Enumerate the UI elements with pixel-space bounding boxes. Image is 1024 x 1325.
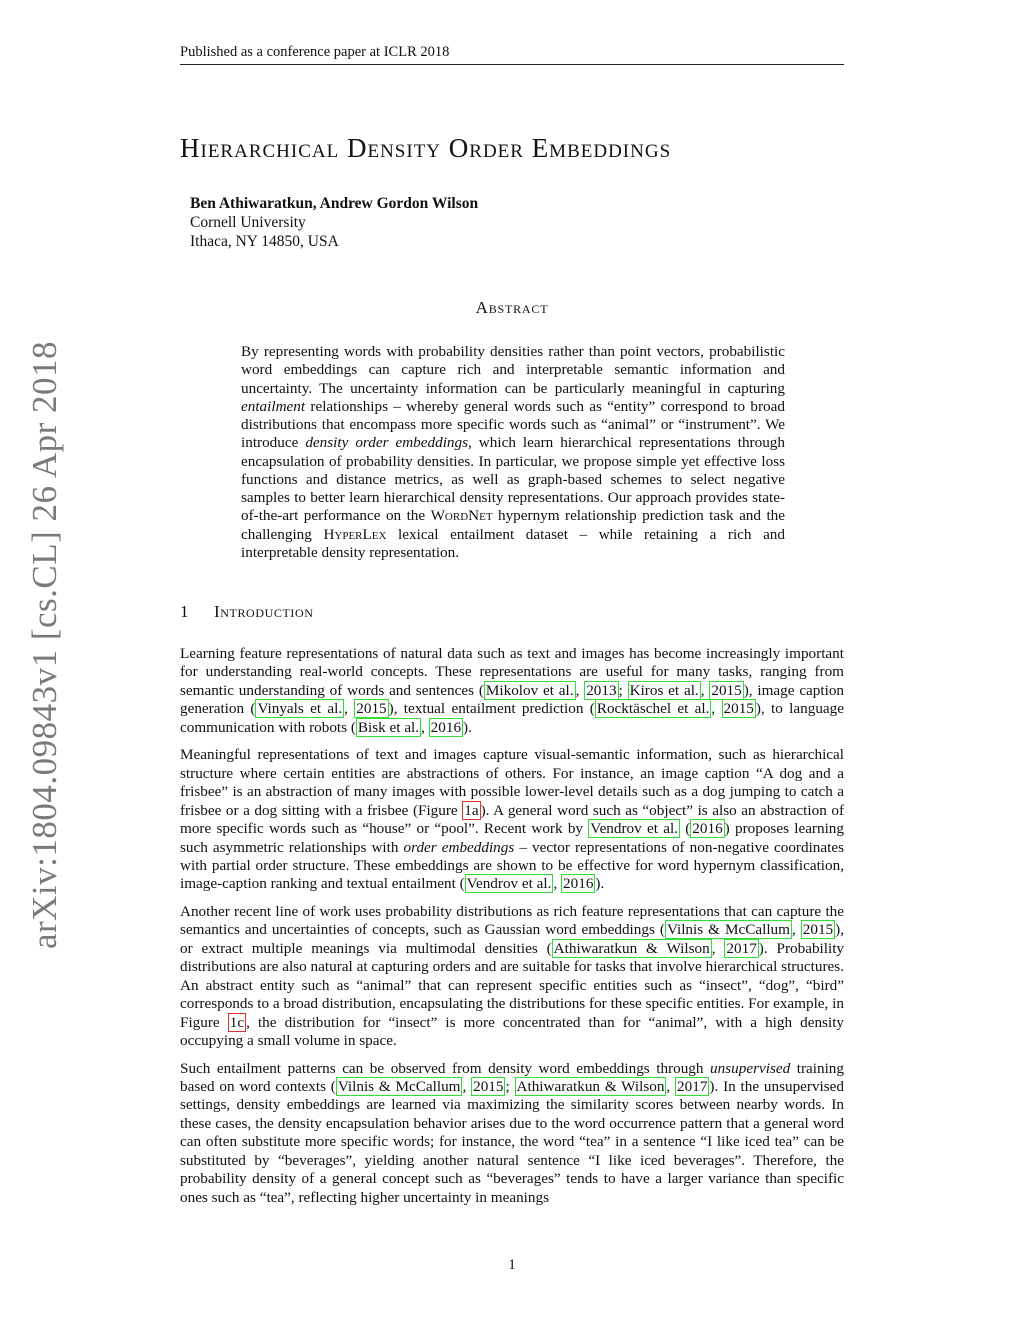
citation-link[interactable]: Kiros et al. bbox=[629, 681, 699, 699]
paragraph-text: , bbox=[711, 700, 722, 718]
paragraph-text: Learning feature representations of natural data such as text and images has become increasingly important for understanding real-world concepts. These representations are useful for many tasks, ranging from semantic understanding of words and sentences ( bbox=[180, 645, 844, 699]
paragraph-text: , bbox=[700, 681, 710, 699]
paragraph-text: , bbox=[791, 921, 801, 939]
citation-link[interactable]: Athiwaratkun & Wilson bbox=[553, 939, 710, 957]
paragraph-text: training based on word contexts ( bbox=[180, 1059, 844, 1095]
dataset-name-hyperlex: HyperLex bbox=[323, 525, 387, 543]
paragraph-text: ; bbox=[618, 681, 628, 699]
abstract-text-part: hypernym relationship prediction task and the challenging bbox=[241, 507, 785, 543]
body-text bbox=[180, 645, 844, 1216]
paragraph bbox=[180, 1060, 844, 1208]
paragraph-text: , bbox=[462, 1077, 472, 1095]
citation-link[interactable]: 2017 bbox=[726, 939, 757, 957]
paragraph-text: ), textual entailment prediction ( bbox=[388, 700, 595, 718]
section-heading-introduction bbox=[180, 602, 314, 622]
paragraph-text: , bbox=[711, 939, 725, 957]
paragraph-text: ). In the unsupervised settings, density embeddings are learned via maximizing the similarity scores between nearby words. In these cases, the density encapsulation behavior arises due to the word occurrence pattern that a general word can often substitute more specific words; for instance, the word “tea” in a sentence “I like iced tea” can be substituted by “beverages”, yielding another natural sentence “I like iced beverages”. Therefore, the probability density of a general concept such as “beverages” tends to have a larger variance than specific ones such as “tea”, reflecting higher uncertainty in meanings bbox=[180, 1077, 845, 1206]
paragraph-text: Another recent line of work uses probability distributions as rich feature representations that can capture the semantics and uncertainties of concepts, such as Gaussian word embeddings ( bbox=[180, 902, 844, 939]
paragraph-text: ). Probability distributions are also natural at capturing orders and are suitable for tasks that involve hierarchical structures. An abstract entity such as “animal” that can represent specific entities such as “insect”, “dog”, “bird” corresponds to a broad distribution, encapsulating the distributions for these specific entities. For example, in Figure bbox=[180, 939, 845, 1031]
paragraph-text: ). A general word such as “object” is also an abstraction of more specific words such as “house” or “pool”. Recent work by bbox=[180, 801, 844, 838]
abstract-text bbox=[241, 343, 785, 562]
citation-link[interactable]: Vendrov et al. bbox=[466, 875, 552, 893]
page-number: 1 bbox=[508, 1257, 516, 1273]
paragraph-text: , bbox=[344, 700, 355, 718]
paragraph-text: , bbox=[421, 718, 429, 736]
citation-link[interactable]: 2016 bbox=[692, 820, 723, 838]
paragraph-text: , bbox=[666, 1077, 676, 1095]
citation-link[interactable]: 2015 bbox=[711, 681, 742, 699]
citation-link[interactable]: Bisk et al. bbox=[357, 718, 420, 736]
abstract-text-part: By representing words with probability densities rather than point vectors, probabilistic word embeddings can capture rich and interpretable semantic information and uncertainty. The uncertainty information can be particularly meaningful in capturing bbox=[241, 343, 785, 397]
citation-link[interactable]: Vinyals et al. bbox=[257, 700, 343, 718]
author-names: Ben Athiwaratkun, Andrew Gordon Wilson bbox=[190, 195, 479, 212]
citation-link[interactable]: 2015 bbox=[473, 1077, 504, 1095]
citation-link[interactable]: 2015 bbox=[723, 700, 754, 718]
author-block bbox=[190, 194, 478, 251]
abstract-text-part: lexical entailment dataset – while retaining a rich and interpretable density representation. bbox=[241, 525, 785, 561]
citation-link[interactable]: 2016 bbox=[430, 718, 462, 736]
paragraph-text: Meaningful representations of text and images capture visual-semantic information, such as hierarchical structure where certain entities are abstractions of others. For instance, an image caption “A dog and a frisbee” is an abstraction of many images with possible lower-level details such as a dog jumping to catch a frisbee or a dog sitting with a frisbee (Figure bbox=[180, 746, 844, 819]
citation-link[interactable]: Rocktäschel et al. bbox=[596, 700, 710, 718]
abstract-text-part: relationships – whereby general words such as “entity” correspond to broad distributions that encompass more specific words such as “animal” or “instrument”. We introduce bbox=[241, 397, 785, 452]
citation-link[interactable]: Mikolov et al. bbox=[485, 681, 574, 699]
paragraph bbox=[180, 746, 844, 894]
paper-title: Hierarchical Density Order Embeddings bbox=[180, 133, 672, 163]
paragraph-text: Such entailment patterns can be observed from density word embeddings through bbox=[180, 1059, 711, 1077]
paragraph-text: ; bbox=[505, 1077, 515, 1095]
paragraph-text: ), to language communication with robots ( bbox=[180, 700, 844, 736]
author-address: Ithaca, NY 14850, USA bbox=[190, 233, 339, 250]
citation-link[interactable]: 2015 bbox=[802, 921, 834, 939]
abstract-text-part: , which learn hierarchical representations through encapsulation of probability densities. In particular, we propose simple yet effective loss functions and distance metrics, as well as graph-based schemes to select negative samples to better learn hierarchical density representations. Our approach provides state-of-the-art performance on the bbox=[241, 434, 785, 525]
paragraph-text: ), or extract multiple meanings via multimodal densities ( bbox=[180, 921, 844, 957]
paragraph-text: , bbox=[553, 875, 562, 893]
emphasis-text: unsupervised bbox=[710, 1059, 791, 1077]
paragraph-text: ( bbox=[679, 820, 691, 838]
arxiv-identifier-text: arXiv:1804.09843v1 [cs.CL] 26 Apr 2018 bbox=[25, 340, 64, 950]
running-header: Published as a conference paper at ICLR 2018 bbox=[180, 44, 844, 65]
dataset-name-wordnet: WordNet bbox=[430, 507, 493, 525]
figure-reference-link[interactable]: 1a bbox=[464, 801, 479, 819]
paragraph bbox=[180, 903, 844, 1051]
citation-link[interactable]: 2013 bbox=[586, 681, 617, 699]
paragraph-text: ), image caption generation ( bbox=[180, 681, 845, 718]
section-number: 1 bbox=[180, 602, 190, 621]
paragraph-text: – vector representations of non-negative coordinates with partial order structure. These embeddings are shown to be effective for word hypernym classification, image-caption ranking and textual entailment ( bbox=[180, 838, 844, 893]
paragraph-text: , bbox=[575, 681, 585, 699]
abstract-heading: Abstract bbox=[475, 298, 549, 317]
figure-reference-link[interactable]: 1c bbox=[229, 1013, 245, 1031]
paragraph-text: ) proposes learning such asymmetric relationships with bbox=[180, 820, 844, 856]
citation-link[interactable]: Vendrov et al. bbox=[590, 820, 678, 838]
citation-link[interactable]: 2016 bbox=[563, 875, 594, 893]
citation-link[interactable]: Vilnis & McCallum bbox=[666, 921, 790, 939]
abstract-emphasis: entailment bbox=[241, 397, 306, 415]
section-title: Introduction bbox=[214, 602, 314, 621]
paragraph bbox=[180, 645, 844, 737]
emphasis-text: order embeddings bbox=[403, 838, 515, 856]
citation-link[interactable]: Athiwaratkun & Wilson bbox=[516, 1077, 665, 1095]
paragraph-text: , the distribution for “insect” is more concentrated than for “animal”, with a high density occupying a small volume in space. bbox=[180, 1013, 845, 1050]
abstract-emphasis: density order embeddings bbox=[305, 434, 469, 452]
paragraph-text: ). bbox=[595, 875, 605, 893]
citation-link[interactable]: 2017 bbox=[677, 1077, 708, 1095]
citation-link[interactable]: Vilnis & McCallum bbox=[337, 1077, 461, 1095]
author-affiliation: Cornell University bbox=[190, 214, 306, 231]
citation-link[interactable]: 2015 bbox=[356, 700, 387, 718]
paragraph-text: ). bbox=[463, 718, 472, 736]
